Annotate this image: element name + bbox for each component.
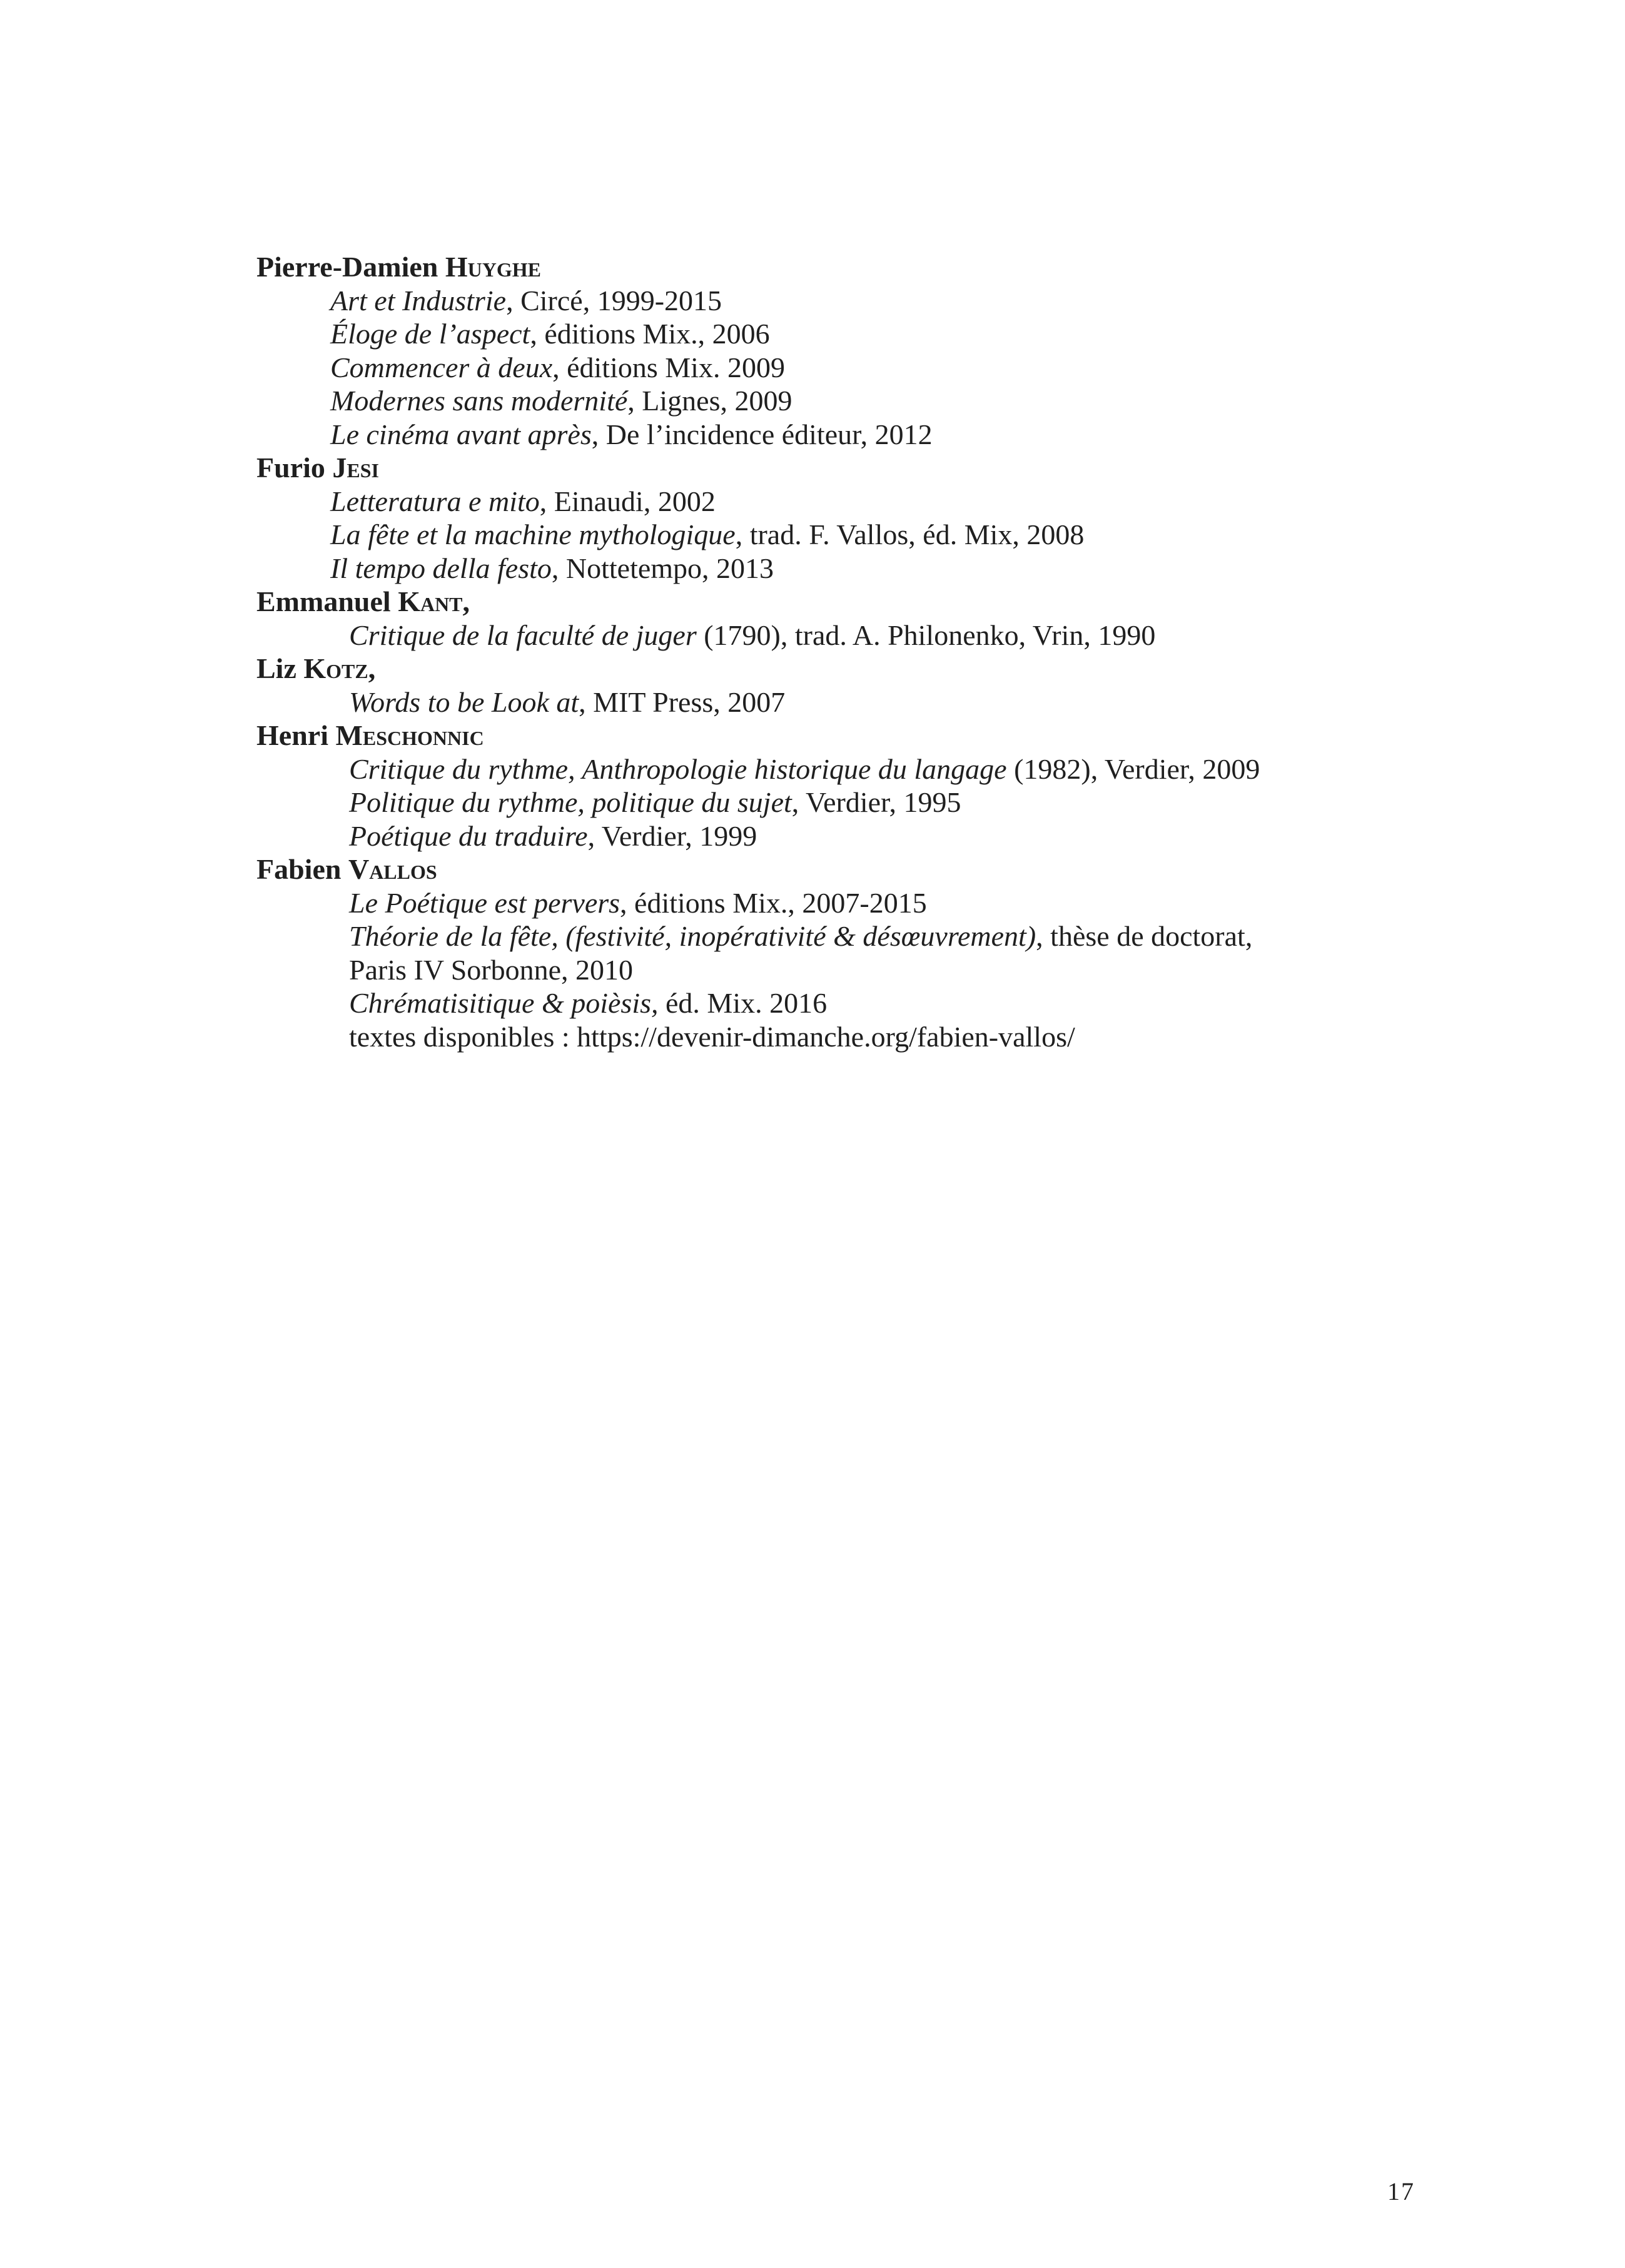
author-name	[256, 451, 1395, 485]
work-entry	[256, 752, 1395, 786]
work-title: Letteratura e mito	[330, 485, 540, 517]
author-suffix: ,	[368, 652, 376, 684]
work-title: Il tempo della festo	[330, 552, 552, 584]
author-first-name: Pierre-Damien	[256, 251, 438, 283]
work-details: , MIT Press, 2007	[579, 686, 786, 718]
author-surname: Kotz	[303, 652, 368, 684]
work-entry	[256, 518, 1395, 552]
author-surname: Vallos	[348, 853, 437, 885]
works-list	[256, 284, 1395, 452]
work-title: Le Poétique est pervers	[349, 886, 620, 919]
work-title: Commencer à deux	[330, 351, 553, 383]
work-details: , Lignes, 2009	[627, 385, 792, 417]
author-first-name: Henri	[256, 719, 328, 751]
work-title: Words to be Look at	[349, 686, 579, 718]
works-list	[256, 752, 1395, 853]
works-list	[256, 886, 1395, 1054]
work-entry	[256, 786, 1395, 819]
author-first-name: Furio	[256, 452, 325, 483]
work-details: (1790), trad. A. Philonenko, Vrin, 1990	[696, 619, 1156, 651]
work-title: Éloge de l’aspect	[330, 318, 530, 350]
work-entry	[256, 351, 1395, 385]
author-first-name: Fabien	[256, 853, 342, 885]
author-surname: Kant	[398, 585, 463, 617]
work-details: , éditions Mix., 2007-2015	[620, 886, 927, 919]
work-details: textes disponibles : https://devenir-dimanche.org/fabien-vallos/	[349, 1020, 1075, 1053]
author-surname: Jesi	[332, 452, 379, 483]
work-details: , De l’incidence éditeur, 2012	[591, 418, 933, 450]
work-entry	[256, 552, 1395, 585]
work-entry	[256, 284, 1395, 318]
author-name	[256, 853, 1395, 886]
work-details: , trad. F. Vallos, éd. Mix, 2008	[735, 519, 1085, 550]
author-entry	[256, 719, 1395, 853]
author-entry	[256, 250, 1395, 451]
author-first-name: Liz	[256, 652, 296, 684]
work-entry	[256, 886, 1395, 920]
author-suffix: ,	[462, 585, 470, 617]
work-title: La fête et la machine mythologique	[330, 519, 736, 550]
works-list	[256, 485, 1395, 585]
work-entry	[256, 1020, 1395, 1054]
work-entry	[256, 619, 1395, 652]
bibliography	[256, 250, 1395, 1053]
author-entry	[256, 585, 1395, 652]
author-surname: Huyghe	[445, 251, 541, 283]
author-surname: Meschonnic	[335, 719, 484, 751]
work-details: éd. Mix. 2016	[658, 987, 828, 1019]
author-entry	[256, 853, 1395, 1053]
work-entry	[256, 686, 1395, 719]
author-name	[256, 250, 1395, 284]
work-details: , Verdier, 1995	[791, 786, 961, 818]
author-first-name: Emmanuel	[256, 585, 391, 617]
author-name	[256, 652, 1395, 686]
work-details: , Nottetempo, 2013	[551, 552, 774, 584]
work-details: , Verdier, 1999	[587, 819, 757, 852]
author-entry	[256, 652, 1395, 719]
work-entry	[256, 819, 1395, 853]
author-name	[256, 719, 1395, 752]
work-details: , Einaudi, 2002	[539, 485, 716, 517]
work-details: (1982), Verdier, 2009	[1006, 752, 1260, 785]
work-title: Politique du rythme, politique du sujet	[349, 786, 792, 818]
work-details: , éditions Mix., 2006	[530, 318, 770, 350]
work-entry	[256, 919, 1300, 986]
work-details: , éditions Mix. 2009	[552, 351, 785, 383]
works-list	[256, 686, 1395, 719]
work-title: Critique du rythme, Anthropologie historique du langage	[349, 752, 1007, 785]
work-entry	[256, 418, 1395, 452]
work-entry	[256, 986, 1395, 1020]
author-name	[256, 585, 1395, 619]
work-entry	[256, 317, 1395, 351]
work-entry	[256, 485, 1395, 519]
work-title: Poétique du traduire	[349, 819, 588, 852]
work-details: , Circé, 1999-2015	[506, 284, 722, 316]
page-number: 17	[1387, 2177, 1415, 2205]
work-title: Théorie de la fête, (festivité, inopérativité & désœuvrement)	[349, 920, 1036, 952]
work-details: , thèse de doctorat, Paris IV Sorbonne, 2010	[349, 920, 1253, 986]
work-title: Le cinéma avant après	[330, 418, 592, 450]
work-entry	[256, 384, 1395, 418]
work-title: Modernes sans modernité	[330, 385, 628, 417]
work-title: Chrématisitique & poièsis,	[349, 987, 659, 1019]
works-list	[256, 619, 1395, 652]
work-title: Critique de la faculté de juger	[349, 619, 697, 651]
work-title: Art et Industrie	[330, 284, 507, 316]
author-entry	[256, 451, 1395, 585]
